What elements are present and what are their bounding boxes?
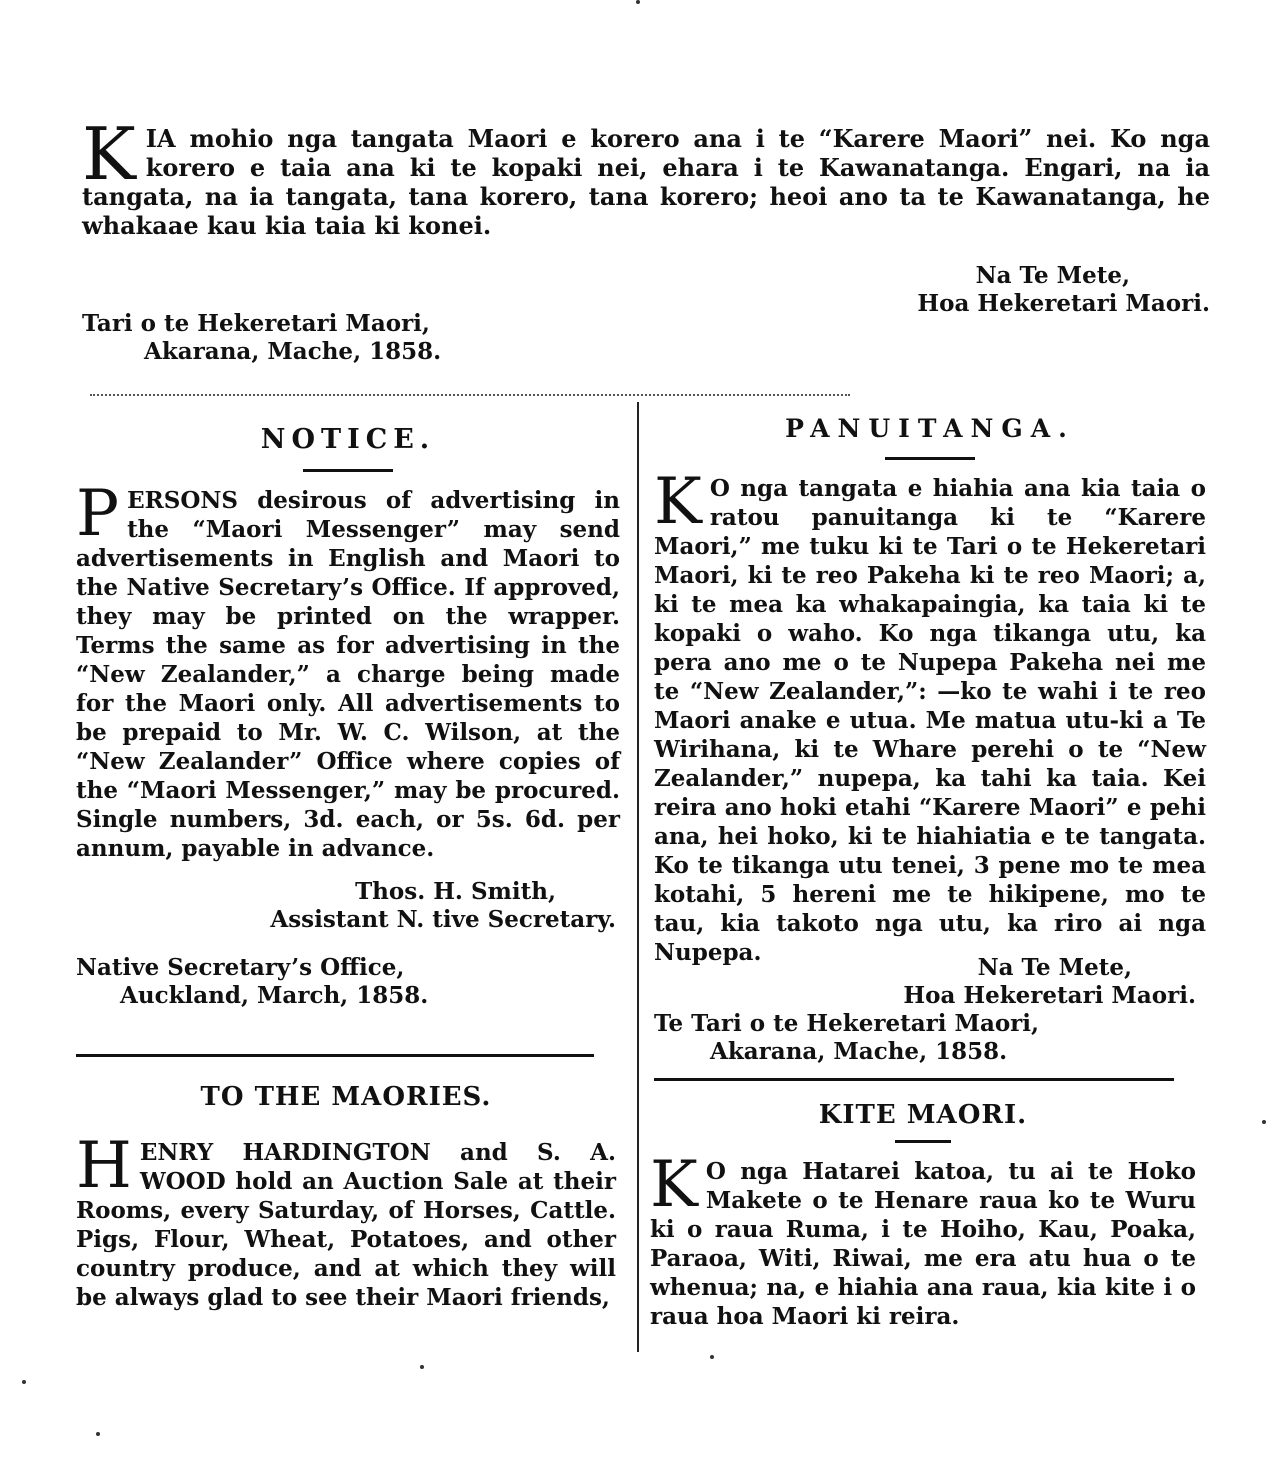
to-the-maories-paragraph [76,1129,616,1312]
kite-maori-text: O nga Hatarei katoa, tu ai te Hoko Makete o te Henare raua ko te Wuru ki o raua Ruma, i te Hoiho, Kau, Poaka, Paraoa, Witi, Riwai, me era atu hua o te whenua; na, e hiahia ana raua, kia kite i o raua hoa Maori ki reira. [650,1158,1196,1330]
notice-signature-title: Assistant N. tive Secretary. [270,906,616,933]
notice-office [76,954,596,1010]
top-notice-dropcap: K [82,112,136,196]
to-the-maories-dropcap: H [76,1129,132,1203]
panuitanga-signature-name: Na Te Mete, [977,954,1132,981]
panuitanga-office [654,1010,1174,1066]
panuitanga-paragraph [654,465,1206,967]
scan-speck [710,1355,714,1359]
panuitanga-signature-title: Hoa Hekeretari Maori. [903,982,1196,1009]
top-divider [90,394,850,396]
panuitanga-heading-rule [885,457,975,460]
notice-place-date: Auckland, March, 1858. [120,982,429,1009]
top-notice-place-date: Akarana, Mache, 1858. [144,338,442,365]
panuitanga-heading: PANUITANGA. [785,414,1075,443]
kite-maori-paragraph [650,1148,1196,1331]
scan-speck [1262,1120,1266,1124]
notice-signature [200,878,616,934]
to-the-maories-heading: TO THE MAORIES. [200,1082,492,1112]
panuitanga-text: O nga tangata e hiahia ana kia taia o ratou panuitanga ki te “Karere Maori,” me tuku ki te Tari o te Hekeretari Maori, ki te reo Pakeha ki te reo Maori; a, ki te mea ka whakapaingia, ka taia ki te kopaki o waho. Ko nga tikanga utu, ka pera ano me o te Nupepa Pakeha nei me te “New Zealander,”: —ko te wahi i te reo Maori anake e utua. Me matua utu-ki a Te Wirihana, ki te Whare perehi o te “New Zealander,” nupepa, ka tahi ka taia. Kei reira ano hoki etahi “Karere Maori” e pehi ana, hei hoko, ki te hiahiatia e te tangata. Ko te tikanga utu tenei, 3 pene mo te mea kotahi, 5 hereni me te hikipene, mo te tau, kia takoto nga utu, ka riro ai nga Nupepa. [654,475,1206,966]
scan-speck [22,1380,26,1384]
top-notice-signature [760,262,1210,318]
kite-maori-heading: KITE MAORI. [818,1100,1028,1130]
panuitanga-dropcap: K [654,465,702,539]
scan-speck [96,1432,100,1436]
panuitanga-section [654,414,1206,967]
column-divider [637,402,639,1352]
kite-maori-section [650,1100,1196,1331]
to-the-maories-section [76,1082,616,1312]
kite-maori-heading-rule [895,1140,951,1143]
notice-heading: NOTICE. [260,424,436,455]
notice-signature-name: Thos. H. Smith, [355,878,556,905]
top-notice-signature-name: Na Te Mete, [975,262,1130,289]
panuitanga-signature [760,954,1196,1010]
notice-section [76,424,620,863]
notice-text: ERSONS desirous of advertising in the “Maori Messenger” may send advertisements in English and Maori to the Native Secretary’s Office. If approved, they may be printed on the wrapper. Terms the same as for advertising in the “New Zealander,” a charge being made for the Maori only. All advertisements to be prepaid to Mr. W. C. Wilson, at the “New Zealander” Office where copies of the “Maori Messenger,” may be procured. Single numbers, 3d. each, or 5s. 6d. per annum, payable in advance. [76,487,620,862]
top-notice-office [82,310,582,366]
panuitanga-office-name: Te Tari o te Hekeretari Maori, [654,1010,1040,1037]
notice-dropcap: P [76,477,120,551]
top-notice-paragraph [82,112,1210,240]
top-notice-office-name: Tari o te Hekeretari Maori, [82,310,430,337]
scan-speck [420,1365,424,1369]
to-the-maories-text: ENRY HARDINGTON and S. A. WOOD hold an Auction Sale at their Rooms, every Saturday, of Horses, Cattle. Pigs, Flour, Wheat, Potatoes, and other country produce, and at which they will be always glad to see their Maori friends, [76,1139,616,1311]
notice-divider [76,1054,594,1057]
kite-maori-dropcap: K [650,1148,698,1222]
panuitanga-place-date: Akarana, Mache, 1858. [710,1038,1008,1065]
top-notice [82,112,1210,240]
top-notice-text: IA mohio nga tangata Maori e korero ana i te “Karere Maori” nei. Ko nga korero e taia ana ki te kopaki nei, ehara i te Kawanatanga. Engari, na ia tangata, na ia tangata, tana korero, tana korero; heoi ano ta te Kawanatanga, he whakaae kau kia taia ki konei. [82,124,1210,240]
panuitanga-divider [654,1078,1174,1081]
notice-heading-rule [303,469,393,472]
scan-speck [636,0,640,4]
notice-office-name: Native Secretary’s Office, [76,954,405,981]
top-notice-signature-title: Hoa Hekeretari Maori. [917,290,1210,317]
notice-paragraph [76,477,620,863]
